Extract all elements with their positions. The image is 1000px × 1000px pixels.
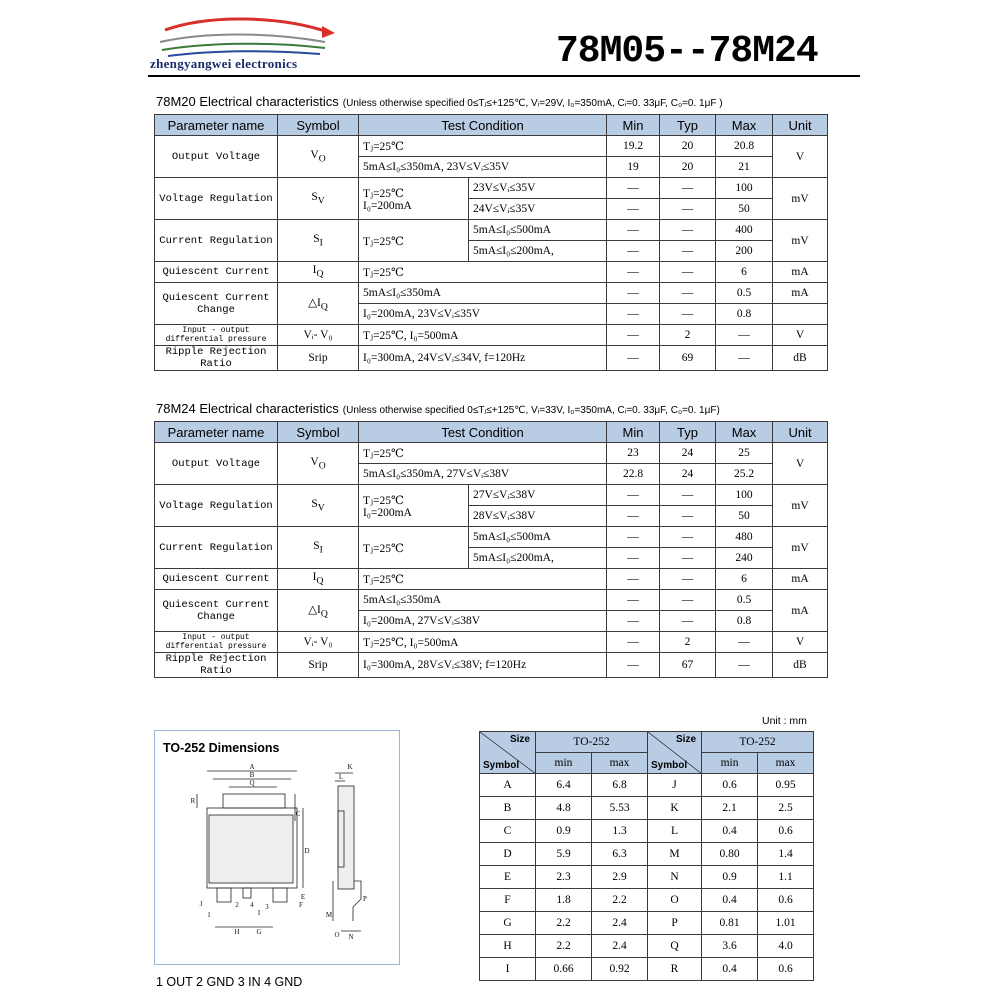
unit-cell: V xyxy=(773,136,828,178)
section-title-78m20 xyxy=(156,94,723,109)
max-cell: — xyxy=(716,346,773,371)
condition-cell: Tⱼ=25℃ xyxy=(359,569,607,590)
condition-cell: Tⱼ=25℃ I₀=200mA xyxy=(359,178,469,220)
typ-cell: — xyxy=(660,199,716,220)
dimensions-title: TO-252 Dimensions xyxy=(163,741,280,755)
typ-cell: — xyxy=(660,569,716,590)
col-test-condition: Test Condition xyxy=(359,115,607,136)
condition-cell: 5mA≤I₀≤350mA xyxy=(359,283,607,304)
condition-cell: 5mA≤I₀≤350mA, 27V≤Vᵢ≤38V xyxy=(359,464,607,485)
min-cell: 23 xyxy=(607,443,660,464)
unit-cell: mV xyxy=(773,485,828,527)
max-cell: — xyxy=(716,325,773,346)
svg-text:D: D xyxy=(304,847,310,855)
typ-cell: 69 xyxy=(660,346,716,371)
min-cell: — xyxy=(607,506,660,527)
table-row xyxy=(155,485,828,506)
max-cell: 100 xyxy=(716,178,773,199)
condition-cell: 27V≤Vᵢ≤38V xyxy=(469,485,607,506)
condition-cell: Tⱼ=25℃ xyxy=(359,262,607,283)
condition-cell: 5mA≤I₀≤500mA xyxy=(469,220,607,241)
param-name: Output Voltage xyxy=(155,443,278,485)
unit-cell: mA xyxy=(773,569,828,590)
table-row xyxy=(155,569,828,590)
table-row xyxy=(155,325,828,346)
dimension-row: H 2.2 2.4 Q 3.6 4.0 xyxy=(480,935,814,958)
unit-cell: mV xyxy=(773,220,828,262)
svg-text:Q: Q xyxy=(249,779,255,787)
package-header: TO-252 xyxy=(702,732,814,753)
param-name: Ripple Rejection Ratio xyxy=(155,653,278,678)
dimension-row: F 1.8 2.2 O 0.4 0.6 xyxy=(480,889,814,912)
max-cell: 0.5 xyxy=(716,283,773,304)
col-test-condition: Test Condition xyxy=(359,422,607,443)
typ-cell: — xyxy=(660,178,716,199)
min-cell: — xyxy=(607,346,660,371)
symbol-cell: Vᵢ- V₀ xyxy=(278,632,359,653)
symbol-cell: $S_I$ xyxy=(278,220,359,262)
symbol-cell: $S_V$ xyxy=(278,485,359,527)
condition-cell: 28V≤Vᵢ≤38V xyxy=(469,506,607,527)
table-row xyxy=(155,262,828,283)
param-name: Input - output differential pressure xyxy=(155,325,278,346)
max-cell: — xyxy=(716,632,773,653)
svg-text:2: 2 xyxy=(235,901,239,909)
col-max: Max xyxy=(716,115,773,136)
symbol-cell: $S_I$ xyxy=(278,527,359,569)
svg-text:H: H xyxy=(234,928,240,936)
table-row xyxy=(155,632,828,653)
pinout-legend: 1 OUT 2 GND 3 IN 4 GND xyxy=(156,975,303,989)
package-outline-drawing xyxy=(155,731,399,964)
typ-cell: 2 xyxy=(660,632,716,653)
typ-cell: 67 xyxy=(660,653,716,678)
param-name: Input - output differential pressure xyxy=(155,632,278,653)
min-cell: 19.2 xyxy=(607,136,660,157)
typ-cell: — xyxy=(660,527,716,548)
unit-cell: dB xyxy=(773,346,828,371)
section-heading: 78M24 Electrical characteristics xyxy=(156,401,339,416)
max-cell: 6 xyxy=(716,262,773,283)
unit-cell: V xyxy=(773,325,828,346)
unit-cell: mA xyxy=(773,262,828,283)
dimension-row: I 0.66 0.92 R 0.4 0.6 xyxy=(480,958,814,981)
table-row xyxy=(155,653,828,678)
dimension-row: E 2.3 2.9 N 0.9 1.1 xyxy=(480,866,814,889)
min-cell: 19 xyxy=(607,157,660,178)
table-header-row xyxy=(155,422,828,443)
dimension-row: C 0.9 1.3 L 0.4 0.6 xyxy=(480,820,814,843)
condition-cell: 23V≤Vᵢ≤35V xyxy=(469,178,607,199)
electrical-table-78m20 xyxy=(154,114,828,371)
max-cell: 6 xyxy=(716,569,773,590)
param-name: Voltage Regulation xyxy=(155,485,278,527)
symbol-cell: Srip xyxy=(278,653,359,678)
svg-text:E: E xyxy=(300,893,306,901)
svg-text:C: C xyxy=(295,810,301,818)
condition-cell: Tⱼ=25℃, I₀=500mA xyxy=(359,325,607,346)
col-typ: Typ xyxy=(660,115,716,136)
symbol-cell: Vᵢ- V₀ xyxy=(278,325,359,346)
max-cell: 0.8 xyxy=(716,304,773,325)
max-cell: 25 xyxy=(716,443,773,464)
svg-text:R: R xyxy=(190,797,196,805)
max-cell: 200 xyxy=(716,241,773,262)
table-row xyxy=(155,220,828,241)
unit-cell: mA xyxy=(773,283,828,304)
condition-cell: 5mA≤I₀≤200mA, xyxy=(469,241,607,262)
col-typ: Typ xyxy=(660,422,716,443)
table-row xyxy=(155,527,828,548)
svg-text:I: I xyxy=(257,909,261,917)
condition-cell: 5mA≤I₀≤350mA, 23V≤Vᵢ≤35V xyxy=(359,157,607,178)
size-symbol-corner: Size Symbol xyxy=(480,732,536,774)
dimension-row: B 4.8 5.53 K 2.1 2.5 xyxy=(480,797,814,820)
symbol-cell: $\triangle I_Q$ xyxy=(278,283,359,325)
svg-text:P: P xyxy=(363,895,367,903)
condition-cell: Tⱼ=25℃ xyxy=(359,136,607,157)
condition-cell: 24V≤Vᵢ≤35V xyxy=(469,199,607,220)
typ-cell: — xyxy=(660,611,716,632)
min-cell: — xyxy=(607,653,660,678)
max-cell: 25.2 xyxy=(716,464,773,485)
unit-cell xyxy=(773,304,828,325)
package-dimensions-panel xyxy=(154,730,400,965)
condition-cell: Tⱼ=25℃ I₀=200mA xyxy=(359,485,469,527)
symbol-cell: $\triangle I_Q$ xyxy=(278,590,359,632)
min-cell: — xyxy=(607,569,660,590)
svg-text:O: O xyxy=(334,931,340,939)
symbol-cell: $V_O$ xyxy=(278,443,359,485)
max-header: max xyxy=(758,753,814,774)
section-conditions-note: (Unless otherwise specified 0≤Tⱼ≤+125℃, Vᵢ=33V, I₀=350mA, Cᵢ=0. 33μF, C₀=0. 1μF) xyxy=(342,405,720,416)
symbol-cell: $S_V$ xyxy=(278,178,359,220)
typ-cell: — xyxy=(660,304,716,325)
min-cell: — xyxy=(607,304,660,325)
condition-cell: I₀=200mA, 23V≤Vᵢ≤35V xyxy=(359,304,607,325)
condition-cell: Tⱼ=25℃, I₀=500mA xyxy=(359,632,607,653)
unit-cell: mA xyxy=(773,590,828,632)
table-row xyxy=(155,346,828,371)
size-symbol-corner: Size Symbol xyxy=(648,732,702,774)
dimension-row: G 2.2 2.4 P 0.81 1.01 xyxy=(480,912,814,935)
svg-text:B: B xyxy=(249,771,255,779)
dimension-row: D 5.9 6.3 M 0.80 1.4 xyxy=(480,843,814,866)
table-row xyxy=(155,590,828,611)
min-cell: — xyxy=(607,283,660,304)
unit-cell: dB xyxy=(773,653,828,678)
min-cell: — xyxy=(607,325,660,346)
param-name: Current Regulation xyxy=(155,527,278,569)
svg-text:L: L xyxy=(338,773,344,781)
svg-text:3: 3 xyxy=(265,903,269,911)
condition-cell: Tⱼ=25℃ xyxy=(359,527,469,569)
typ-cell: 20 xyxy=(660,136,716,157)
min-cell: — xyxy=(607,590,660,611)
dimension-header-row xyxy=(480,732,814,753)
param-name: Voltage Regulation xyxy=(155,178,278,220)
dimension-table xyxy=(479,731,814,981)
table-row xyxy=(155,283,828,304)
typ-cell: 2 xyxy=(660,325,716,346)
package-header: TO-252 xyxy=(536,732,648,753)
col-unit: Unit xyxy=(773,115,828,136)
svg-text:F: F xyxy=(299,901,303,909)
col-parameter: Parameter name xyxy=(155,422,278,443)
max-cell: 20.8 xyxy=(716,136,773,157)
max-cell: 400 xyxy=(716,220,773,241)
max-cell: — xyxy=(716,653,773,678)
max-cell: 100 xyxy=(716,485,773,506)
max-cell: 50 xyxy=(716,199,773,220)
min-header: min xyxy=(702,753,758,774)
col-unit: Unit xyxy=(773,422,828,443)
min-cell: — xyxy=(607,199,660,220)
svg-text:N: N xyxy=(348,933,354,941)
min-cell: 22.8 xyxy=(607,464,660,485)
min-cell: — xyxy=(607,611,660,632)
min-cell: — xyxy=(607,262,660,283)
unit-note: Unit : mm xyxy=(762,715,807,727)
svg-text:G: G xyxy=(256,928,262,936)
condition-cell: Tⱼ=25℃ xyxy=(359,443,607,464)
condition-cell: 5mA≤I₀≤200mA, xyxy=(469,548,607,569)
typ-cell: — xyxy=(660,590,716,611)
typ-cell: 24 xyxy=(660,464,716,485)
col-min: Min xyxy=(607,115,660,136)
col-max: Max xyxy=(716,422,773,443)
electrical-table-78m24 xyxy=(154,421,828,678)
min-cell: — xyxy=(607,220,660,241)
max-cell: 480 xyxy=(716,527,773,548)
table-row xyxy=(155,178,828,199)
param-name: Ripple Rejection Ratio xyxy=(155,346,278,371)
col-symbol: Symbol xyxy=(278,422,359,443)
section-heading: 78M20 Electrical characteristics xyxy=(156,94,339,109)
min-cell: — xyxy=(607,178,660,199)
condition-cell: I₀=200mA, 27V≤Vᵢ≤38V xyxy=(359,611,607,632)
param-name: Current Regulation xyxy=(155,220,278,262)
col-min: Min xyxy=(607,422,660,443)
min-cell: — xyxy=(607,527,660,548)
unit-cell: V xyxy=(773,443,828,485)
svg-text:K: K xyxy=(347,763,353,771)
param-name: Quiescent Current xyxy=(155,262,278,283)
max-header: max xyxy=(592,753,648,774)
col-symbol: Symbol xyxy=(278,115,359,136)
typ-cell: — xyxy=(660,241,716,262)
condition-cell: I₀=300mA, 24V≤Vᵢ≤34V, f=120Hz xyxy=(359,346,607,371)
section-title-78m24 xyxy=(156,401,720,416)
typ-cell: — xyxy=(660,283,716,304)
max-cell: 50 xyxy=(716,506,773,527)
svg-text:A: A xyxy=(249,763,255,771)
svg-text:M: M xyxy=(325,911,333,919)
symbol-cell: $V_O$ xyxy=(278,136,359,178)
condition-cell: 5mA≤I₀≤500mA xyxy=(469,527,607,548)
typ-cell: — xyxy=(660,485,716,506)
svg-text:1: 1 xyxy=(207,911,211,919)
symbol-cell: Srip xyxy=(278,346,359,371)
svg-text:J: J xyxy=(199,900,203,908)
typ-cell: — xyxy=(660,220,716,241)
max-cell: 0.8 xyxy=(716,611,773,632)
typ-cell: — xyxy=(660,506,716,527)
title-divider xyxy=(148,75,860,77)
param-name: Quiescent Current Change xyxy=(155,590,278,632)
min-cell: — xyxy=(607,241,660,262)
dimension-row: A 6.4 6.8 J 0.6 0.95 xyxy=(480,774,814,797)
min-header: min xyxy=(536,753,592,774)
typ-cell: 24 xyxy=(660,443,716,464)
condition-cell: 5mA≤I₀≤350mA xyxy=(359,590,607,611)
unit-cell: mV xyxy=(773,527,828,569)
min-cell: — xyxy=(607,632,660,653)
table-header-row xyxy=(155,115,828,136)
typ-cell: 20 xyxy=(660,157,716,178)
max-cell: 21 xyxy=(716,157,773,178)
max-cell: 0.5 xyxy=(716,590,773,611)
min-cell: — xyxy=(607,485,660,506)
param-name: Output Voltage xyxy=(155,136,278,178)
condition-cell: Tⱼ=25℃ xyxy=(359,220,469,262)
max-cell: 240 xyxy=(716,548,773,569)
unit-cell: V xyxy=(773,632,828,653)
min-cell: — xyxy=(607,548,660,569)
typ-cell: — xyxy=(660,548,716,569)
section-conditions-note: (Unless otherwise specified 0≤Tⱼ≤+125℃, Vᵢ=29V, I₀=350mA, Cᵢ=0. 33μF, C₀=0. 1μF ) xyxy=(342,98,723,109)
brand-name: zhengyangwei electronics xyxy=(150,56,298,71)
symbol-cell: $I_Q$ xyxy=(278,569,359,590)
condition-cell: I₀=300mA, 28V≤Vᵢ≤38V; f=120Hz xyxy=(359,653,607,678)
typ-cell: — xyxy=(660,262,716,283)
table-row xyxy=(155,136,828,157)
param-name: Quiescent Current xyxy=(155,569,278,590)
table-row xyxy=(155,443,828,464)
param-name: Quiescent Current Change xyxy=(155,283,278,325)
symbol-cell: $I_Q$ xyxy=(278,262,359,283)
svg-text:4: 4 xyxy=(250,901,254,909)
page-title: 78M05--78M24 xyxy=(556,30,818,73)
unit-cell: mV xyxy=(773,178,828,220)
col-parameter: Parameter name xyxy=(155,115,278,136)
